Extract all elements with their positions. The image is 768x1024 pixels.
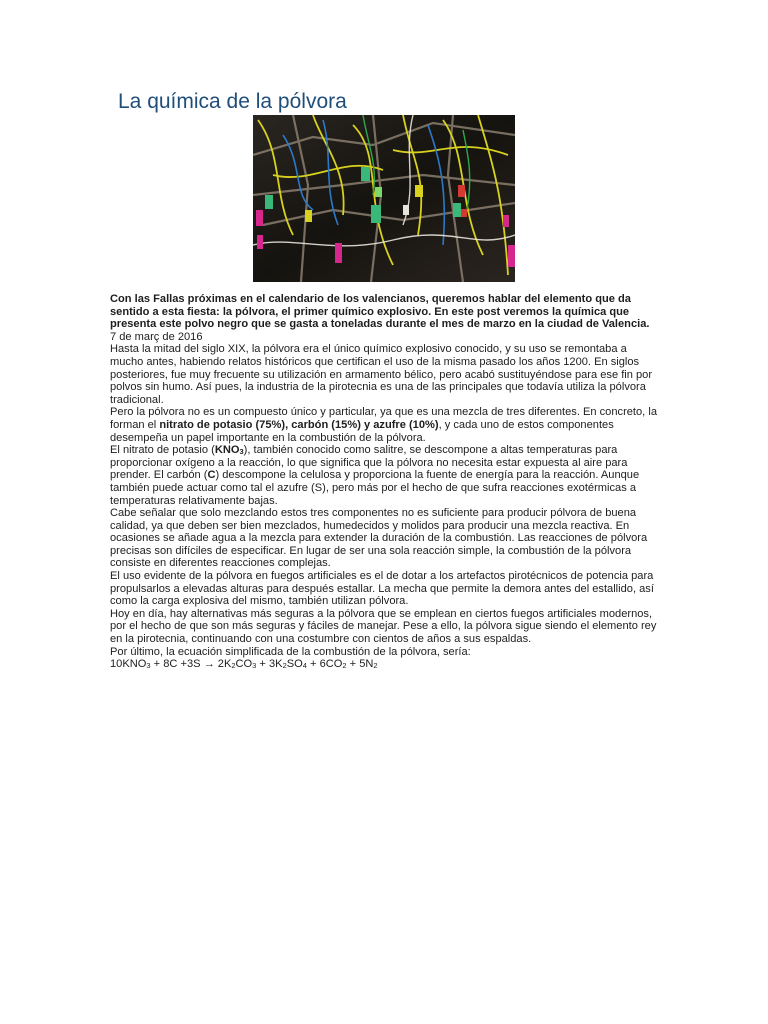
formula-text: KNO: [214, 444, 240, 457]
eq-sub: 2: [282, 661, 287, 671]
composition-bold: nitrato de potasio (75%), carbón (15%) y azufre (10%): [159, 418, 439, 431]
eq-part: + 8C +3S → 2K: [150, 658, 232, 671]
formula-carbon: C: [207, 469, 216, 482]
eq-part: CO: [235, 658, 253, 671]
eq-sub: 2: [373, 661, 378, 671]
text-fragment: Pero la pólvora no es un compuesto único y particular, ya que es una mezcla de tres diferentes. En concreto, la forman el: [110, 406, 657, 431]
eq-sub: 2: [342, 661, 347, 671]
combustion-equation: [110, 658, 658, 671]
lead-paragraph: Con las Fallas próximas en el calendario de los valencianos, queremos hablar del elemento que da sentido a esta fiesta: la pólvora, el primer químico explosivo. En este post veremos la química que presenta este polvo negro que se gasta a toneladas durante el mes de marzo en la ciudad de Valencia.: [110, 293, 650, 331]
page-title: La química de la pólvora: [118, 90, 347, 113]
eq-sub: 4: [302, 661, 307, 671]
article-photo: [253, 115, 515, 282]
text-fragment: El nitrato de potasio (: [110, 444, 215, 457]
eq-part: + 6CO: [306, 658, 343, 671]
text-fragment: , y cada uno de estos componentes desempeña un papel importante en la combustión de la pólvora.: [110, 418, 614, 444]
eq-sub: 3: [252, 661, 257, 671]
paragraph-alternatives: Hoy en día, hay alternativas más seguras a la pólvora que se emplean en ciertos fuegos artificiales modernos, por el hecho de que son más seguras y fáciles de manejar. Pese a ello, la pólvora sigue siendo el elemento rey en la pirotecnia, continuando con una costumbre con cientos de años a sus espaldas.: [110, 607, 657, 646]
paragraph-equation-intro: Por último, la ecuación simplificada de la combustión de la pólvora, sería:: [110, 645, 471, 658]
eq-sub: 3: [146, 661, 151, 671]
eq-part: + 5N: [346, 658, 374, 671]
eq-part: SO: [286, 658, 303, 671]
eq-part: + 3K: [256, 658, 283, 671]
firework-fuses-photo: [253, 115, 515, 282]
eq-sub: 2: [231, 661, 236, 671]
paragraph-composition: [110, 406, 658, 444]
paragraph-mixing: Cabe señalar que solo mezclando estos tres componentes no es suficiente para producir pólvora de buena calidad, ya que deben ser bien mezclados, humedecidos y molidos para producir una mezcla reactiva. En ocasiones se añade agua a la mezcla para extender la duración de la combustión. Las reacciones de pólvora precisas son difíciles de especificar. En lugar de ser una sola reacción simple, la combustión de la pólvora consiste en diferentes reacciones complejas.: [110, 507, 648, 570]
text-fragment: ), también conocido como salitre, se descompone a altas temperaturas para proporcionar oxígeno a la reacción, lo que significa que la pólvora no necesita estar expuesta al aire para prender. El carbón (: [110, 444, 628, 482]
formula-subscript: 3: [239, 447, 244, 457]
article-body: [110, 293, 658, 671]
paragraph-history: Hasta la mitad del siglo XIX, la pólvora era el único químico explosivo conocido, y su uso se remontaba a mucho antes, habiendo relatos históricos que certifican el uso de la misma pasado los años 1200. En siglos posteriores, fue muy frecuente su utilización en armamento bélico, pero acabó sustituyéndose para ese fin por polvos sin humo. Así pues, la industria de la pirotecnia es una de las principales que todavía utiliza la pólvora tradicional.: [110, 343, 653, 406]
eq-part: 10KNO: [110, 658, 147, 671]
formula-kno3: [215, 444, 244, 456]
paragraph-components: [110, 444, 658, 507]
text-fragment: ) descompone la celulosa y proporciona la fuente de energía para la reacción. Aunque también puede actuar como tal el azufre (S), pero más por el hecho de que sufra reacciones exotérmicas a temperaturas relativamente bajas.: [110, 469, 640, 507]
post-date: 7 de març de 2016: [110, 330, 203, 343]
paragraph-fireworks: El uso evidente de la pólvora en fuegos artificiales es el de dotar a los artefactos pirotécnicos de potencia para propulsarlos a elevadas alturas para después estallar. La mecha que permite la demora antes del estallido, así como la carga explosiva del mismo, también utilizan pólvora.: [110, 570, 654, 608]
